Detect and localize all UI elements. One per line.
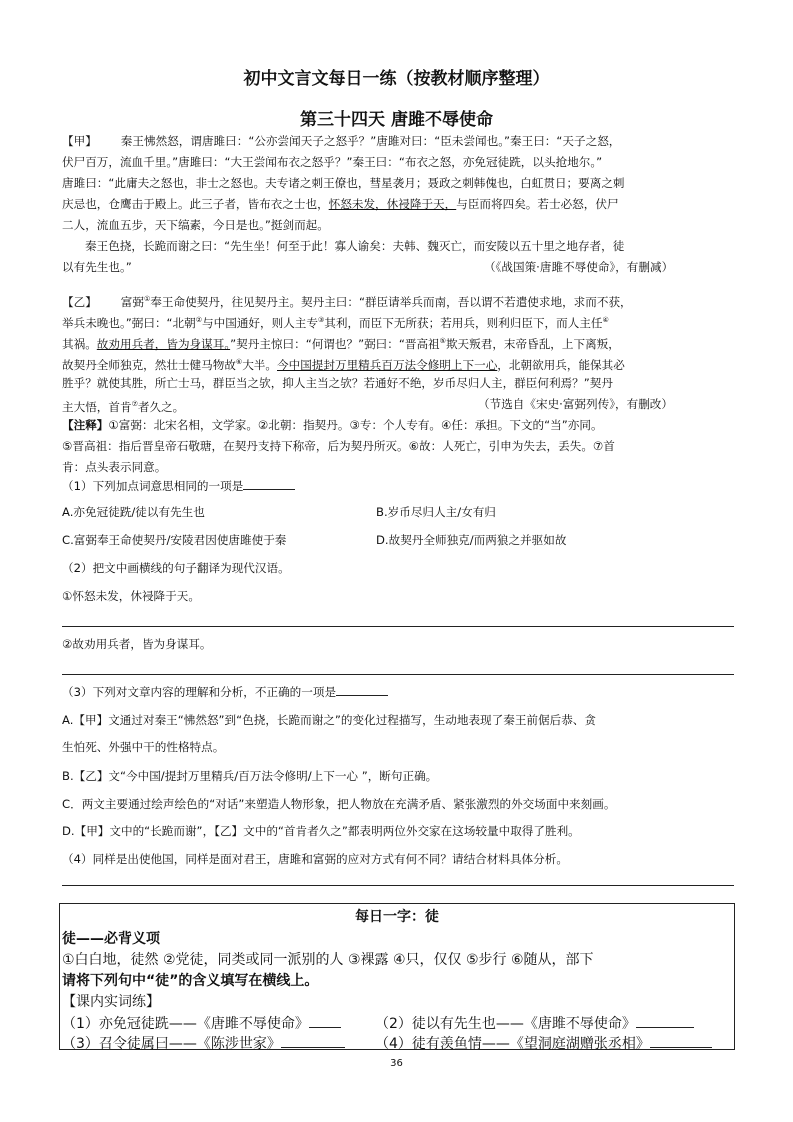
q4-stem: （4）同样是出使他国，同样是面对君王，唐雎和富弼的应对方式有何不同？请结合材料具体分析。 [62,852,568,866]
q3-answer-blank[interactable] [336,695,388,696]
yi-line-6: 主大悟，首肯⑦者久之。 [62,399,185,414]
yi-line-1: 【乙】 富弼①奉王命使契丹，往见契丹主。契丹主曰：“群臣请举兵而南，吾以谓不若遣使求地，求而不获， [62,294,632,309]
q1-option-b: B.岁币尽归人主/女有归 [376,505,496,519]
q3-option-d: D.【甲】文中的“长跪而谢”，【乙】文中的“首肯者久之”都表明两位外交家在这场较量中取得了胜利。 [62,824,580,838]
practice-item-3: （3）召令徒属曰——《陈涉世家》 [62,1033,345,1053]
q2-sentence-2: ②故劝用兵者，皆为身谋耳。 [62,637,212,651]
yi-source: （节选自《宋史·富弼列传》，有删改） [478,397,673,411]
q3-option-c: C．两文主要通过绘声绘色的“对话”来塑造人物形象，把人物放在充满矛盾、紧张激烈的外交场面中来刻画。 [62,797,616,811]
notes-line-3: 肯：点头表示同意。 [62,460,167,474]
practice-item-1: （1）亦免冠徒跣——《唐雎不辱使命》 [62,1013,341,1033]
practice-blank-4[interactable] [650,1047,712,1048]
jia-line-5: 二人，流血五步，天下缟素，今日是也。”挺剑而起。 [62,218,329,232]
q2-stem: （2）把文中画横线的句子翻译为现代汉语。 [62,561,290,575]
notes-line-1: 【注释】①富弼：北宋名相，文学家。②北朝：指契丹。③专：个人专有。④任：承担。下文的“当”亦同。 [62,418,603,432]
q3-stem: （3）下列对文章内容的理解和分析，不正确的一项是 [62,684,388,700]
page-number: 36 [390,1058,403,1069]
q1-answer-blank[interactable] [243,489,295,490]
q4-answer-line-1[interactable] [62,885,734,886]
q2-answer-line-2[interactable] [62,674,734,675]
q3-option-a-line-2: 生怕死、外强中干的性格特点。 [62,740,225,754]
notes-line-2: ⑤晋高祖：指后晋皇帝石敬瑭，在契丹支持下称帝，后为契丹所灭。⑥故：人死亡，引申为失去，丢失。⑦首 [62,439,615,453]
yi-line-3: 其祸。故劝用兵者，皆为身谋耳。”契丹主惊曰：“何谓也？”弼曰：“晋高祖⑤欺天叛君，末帝昏乱，上下离叛， [62,336,620,351]
yi-line-5: 胜乎？就使其胜，所亡士马，群臣当之欤，抑人主当之欤？若通好不绝，岁币尽归人主，群臣何利焉？”契丹 [62,376,613,390]
practice-blank-1[interactable] [309,1027,341,1028]
q1-option-d: D.故契丹全师独克/而两狼之并驱如故 [376,533,567,547]
yi-line-4: 故契丹全师独克，然壮士健马物故⑥大半。今中国提封万里精兵百万法令修明上下一心，北朝欲用兵，能保其必 [62,357,625,372]
daily-word-meanings: ①白白地，徒然 ②党徒，同类或同一派别的人 ③裸露 ④只，仅仅 ⑤步行 ⑥随从，部下 [62,952,594,968]
q3-option-a-line-1: A.【甲】文通过对秦王“怫然怒”到“色挠，长跪而谢之”的变化过程描写，生动地表现了秦王前倨后恭、贪 [62,713,596,727]
daily-word-heading: 徒——必背义项 [62,931,160,947]
jia-label: 【甲】 [62,134,97,148]
practice-label: 【课内实词练】 [62,994,160,1010]
jia-source: （《战国策·唐雎不辱使命》，有删减） [484,260,674,274]
daily-word-title: 每日一字：徒 [355,909,439,925]
q2-sentence-1: ①怀怒未发，休祲降于天。 [62,589,200,603]
page-title: 初中文言文每日一练（按教材顺序整理） [243,69,550,89]
q2-answer-line-1[interactable] [62,626,734,627]
q1-option-a: A.亦免冠徒跣/徒以有先生也 [62,505,205,519]
jia-line-7: 以有先生也。” [62,260,132,274]
jia-line-6: 秦王色挠，长跪而谢之曰：“先生坐！何至于此！寡人谕矣：夫韩、魏灭亡，而安陵以五十里之地存者，徒 [85,239,625,253]
notes-label: 【注释】 [62,418,109,432]
underlined-sentence: 故劝用兵者，皆为身谋耳。 [96,336,231,351]
underlined-sentence: 怀怒未发，休祲降于天， [328,197,457,211]
practice-blank-3[interactable] [281,1047,345,1048]
underlined-sentence: 今中国提封万里精兵百万法令修明上下一心 [277,357,498,372]
page-subtitle: 第三十四天 唐雎不辱使命 [300,110,493,130]
jia-line-3: 唐雎曰：“此庸夫之怒也，非士之怒也。夫专诸之刺王僚也，彗星袭月；聂政之刺韩傀也，白虹贯日；要离之刺 [62,176,625,190]
q3-option-b: B.【乙】文“今中国/提封万里精兵/百万法令修明/上下一心 ”，断句正确。 [62,769,438,783]
yi-label: 【乙】 [62,294,97,309]
yi-line-2: 举兵未晚也。”弼曰：“北朝②与中国通好，则人主专③其利，而臣下无所获；若用兵，则利归臣下，而人主任④ [62,315,609,330]
q1-stem: （1）下列加点词意思相同的一项是 [62,478,295,494]
practice-blank-2[interactable] [636,1027,694,1028]
practice-item-2: （2）徒以有先生也——《唐雎不辱使命》 [375,1013,694,1033]
jia-line-1: 【甲】 秦王怫然怒，谓唐雎曰：“公亦尝闻天子之怒乎？”唐雎对曰：“臣未尝闻也。”秦王曰：“天子之怒， [62,134,621,148]
practice-item-4: （4）徒有羡鱼情——《望洞庭湖赠张丞相》 [375,1033,712,1053]
daily-word-instruction: 请将下列句中“徒”的含义填写在横线上。 [62,973,319,989]
jia-line-2: 伏尸百万，流血千里。”唐雎曰：“大王尝闻布衣之怒乎？”秦王曰：“布衣之怒，亦免冠徒跣，以头抢地尔。” [62,155,603,169]
q1-option-c: C.富弼奉王命使契丹/安陵君因使唐雎使于秦 [62,533,287,547]
jia-line-4: 庆忌也，仓鹰击于殿上。此三子者，皆布衣之士也，怀怒未发，休祲降于天，与臣而将四矣。若士必怒，伏尸 [62,197,619,211]
